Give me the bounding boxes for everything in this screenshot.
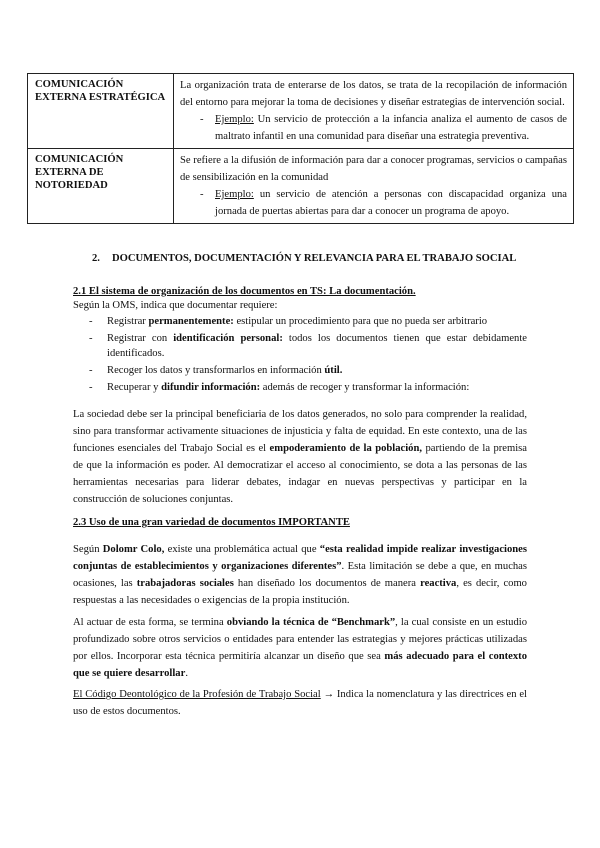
text-run: partiendo de la premisa de que la información es poder. Al democratizar el acceso al conocimiento, se dota a las personas de las herramientas necesarias para liderar debates, indagar en nuevas perspectivas y participar en la construcción de soluciones conjuntas. bbox=[73, 443, 528, 505]
paragraph bbox=[73, 406, 527, 508]
item-text: Registrar bbox=[107, 316, 149, 327]
paragraph bbox=[73, 686, 527, 720]
text-run: , la cual consiste en un estudio profundizado sobre otros servicios o entidades para entender las estrategias y mejores prácticas utilizadas por ellos. Incorporar esta técnica permitiría alcanzar un diseño que sea bbox=[73, 617, 528, 662]
text-run: Indica la nomenclatura y las directrices en el uso de estos documentos. bbox=[73, 689, 527, 717]
row-label: COMUNICACIÓN EXTERNA DE NOTORIEDAD bbox=[28, 149, 174, 224]
item-bold: difundir información: bbox=[161, 381, 261, 393]
text-run-bold: Dolomr Colo, bbox=[102, 544, 165, 555]
communication-table bbox=[27, 73, 574, 224]
item-bold: permanentemente: bbox=[148, 316, 234, 327]
text-run-bold: reactiva bbox=[420, 578, 457, 589]
list-dash: - bbox=[200, 114, 204, 125]
paragraph-benchmark bbox=[73, 614, 527, 682]
text-run-bold: más adecuado para el contexto que se quiere desarrollar bbox=[73, 651, 527, 679]
row-description: La organización trata de enterarse de los datos, se trata de la recopilación de información del entorno para mejorar la toma de decisiones y diseñar estrategias de intervención social. bbox=[180, 80, 567, 108]
row-label: COMUNICACIÓN EXTERNA ESTRATÉGICA bbox=[28, 74, 174, 149]
list-dash: - bbox=[89, 333, 93, 344]
row-example bbox=[200, 111, 567, 145]
section-number: 2. bbox=[92, 253, 100, 264]
paragraph bbox=[73, 614, 527, 682]
item-text: Registrar con bbox=[107, 333, 174, 344]
text-run: , es decir, como respuestas a las necesidades o exigencias de la propia institución. bbox=[73, 578, 527, 606]
table-row bbox=[28, 149, 574, 224]
row-description-cell bbox=[174, 74, 574, 149]
item-text: estipular un procedimiento para que no pueda ser arbitrario bbox=[233, 316, 488, 327]
oms-intro: Según la OMS, indica que documentar requiere: bbox=[73, 300, 278, 311]
paragraph bbox=[73, 541, 527, 609]
example-text: Un servicio de protección a la infancia analiza el aumento de casos de maltrato infantil en una comunidad para diseñar una estrategia preventiva. bbox=[215, 114, 567, 142]
row-example bbox=[200, 186, 567, 220]
text-run: . Esta limitación se debe a que, en muchas ocasiones, las bbox=[73, 561, 528, 589]
row-description-cell bbox=[174, 149, 574, 224]
list-dash: - bbox=[200, 189, 204, 200]
list-item bbox=[73, 364, 527, 379]
text-run: Según bbox=[73, 544, 103, 555]
item-text: todos los documentos tienen que estar debidamente identificados. bbox=[107, 333, 527, 359]
example-label: Ejemplo: bbox=[215, 114, 254, 125]
text-run-bold: “esta realidad impide realizar investigaciones conjuntas de establecimientos y organizaciones diferentes” bbox=[73, 544, 527, 572]
table-row bbox=[28, 74, 574, 149]
item-text: además de recoger y transformar la información: bbox=[260, 381, 470, 393]
text-run-bold: empoderamiento de la población, bbox=[269, 443, 423, 454]
paragraph-empowerment bbox=[73, 406, 527, 508]
text-run: . bbox=[185, 668, 188, 679]
section-heading bbox=[92, 252, 516, 266]
subsection-heading-2-1: 2.1 El sistema de organización de los documentos en TS: La documentación. bbox=[73, 286, 416, 297]
list-dash: - bbox=[89, 316, 93, 327]
example-text: un servicio de atención a personas con discapacidad organiza una jornada de puertas abiertas para dar a conocer un programa de apoyo. bbox=[215, 189, 567, 217]
item-bold: identificación personal: bbox=[173, 333, 283, 344]
list-item bbox=[73, 381, 527, 396]
item-bold: útil. bbox=[324, 364, 343, 376]
codigo-deontologico-reference: El Código Deontológico de la Profesión de Trabajo Social bbox=[73, 689, 321, 700]
example-label: Ejemplo: bbox=[215, 189, 254, 200]
text-run-bold: obviando la técnica de “Benchmark” bbox=[226, 617, 396, 628]
text-run: La sociedad debe ser la principal beneficiaria de los datos generados, no solo para comprender la realidad, sino para transformar activamente situaciones de injusticia y falta de equidad. En este contexto, una de las funciones esenciales del Trabajo Social es el bbox=[73, 409, 527, 454]
list-dash: - bbox=[89, 381, 93, 393]
item-text: Recoger los datos y transformarlos en información bbox=[107, 364, 325, 376]
text-run: Al actuar de esta forma, se termina bbox=[73, 617, 227, 628]
subsection-heading-2-3: 2.3 Uso de una gran variedad de documentos IMPORTANTE bbox=[73, 517, 350, 528]
list-dash: - bbox=[89, 364, 93, 376]
text-run-bold: trabajadoras sociales bbox=[136, 578, 234, 589]
arrow-icon: → bbox=[320, 689, 337, 700]
paragraph-codigo bbox=[73, 686, 527, 720]
list-item bbox=[73, 315, 527, 330]
text-run: existe una problemática actual que bbox=[164, 544, 320, 555]
text-run: han diseñado los documentos de manera bbox=[233, 578, 421, 589]
requirements-list bbox=[73, 315, 527, 398]
section-title: DOCUMENTOS, DOCUMENTACIÓN Y RELEVANCIA PARA EL TRABAJO SOCIAL bbox=[111, 253, 517, 264]
paragraph-dolomr bbox=[73, 541, 527, 609]
item-text: Recuperar y bbox=[107, 381, 162, 393]
row-description: Se refiere a la difusión de información para dar a conocer programas, servicios o campañas de sensibilización en la comunidad bbox=[180, 155, 567, 183]
list-item bbox=[73, 332, 527, 361]
